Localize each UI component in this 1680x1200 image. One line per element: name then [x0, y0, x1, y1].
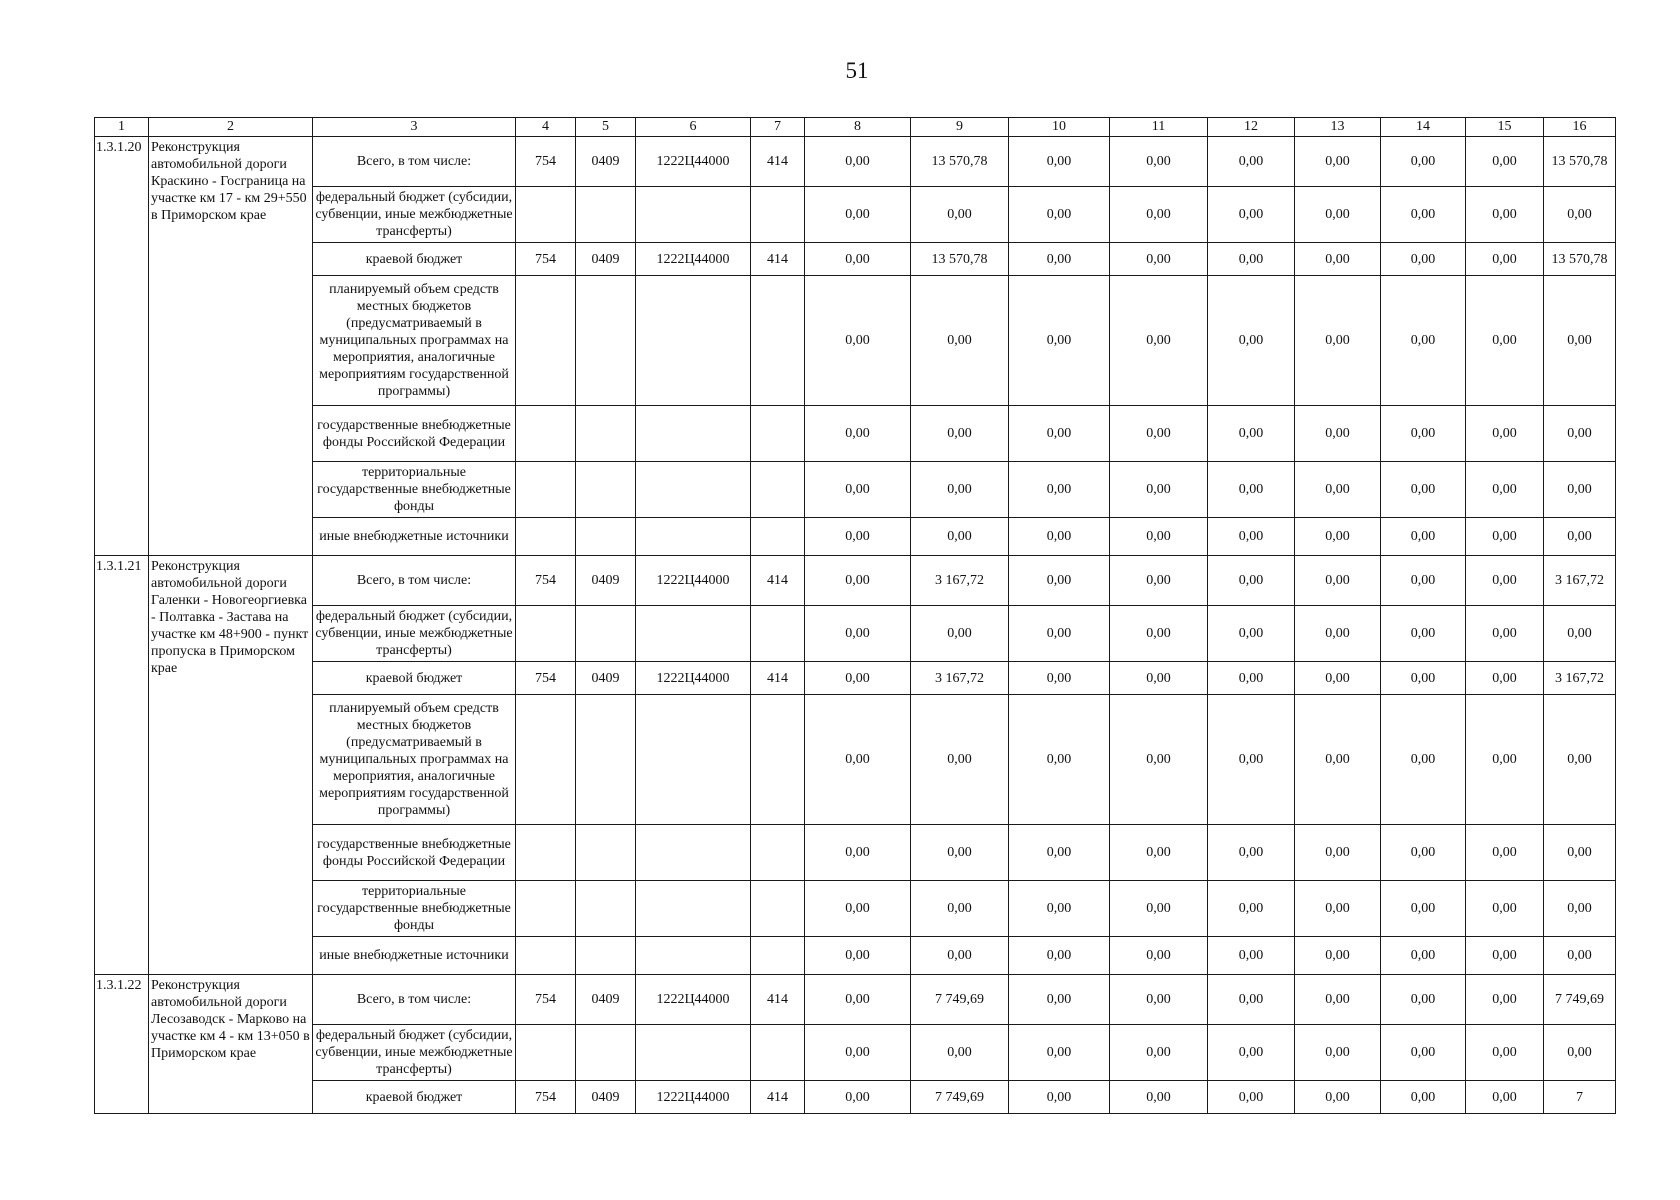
expense-type-code	[751, 937, 805, 975]
amount-cell: 0,00	[1466, 187, 1544, 243]
funding-source: территориальные государственные внебюджетные фонды	[313, 881, 516, 937]
table-row	[95, 606, 1616, 662]
amount-cell: 0,00	[805, 662, 911, 695]
column-header: 4	[516, 118, 576, 137]
column-header: 7	[751, 118, 805, 137]
amount-cell: 0,00	[805, 825, 911, 881]
funding-source: федеральный бюджет (субсидии, субвенции, иные межбюджетные трансферты)	[313, 1025, 516, 1081]
grbs-code: 754	[516, 975, 576, 1025]
target-article-code: 1222Ц44000	[636, 662, 751, 695]
section-code	[576, 276, 636, 406]
amount-cell: 7 749,69	[1544, 975, 1616, 1025]
table-row	[95, 462, 1616, 518]
target-article-code	[636, 276, 751, 406]
target-article-code: 1222Ц44000	[636, 975, 751, 1025]
amount-cell: 0,00	[1208, 137, 1295, 187]
column-header: 2	[149, 118, 313, 137]
section-code: 0409	[576, 662, 636, 695]
amount-cell: 0,00	[1009, 406, 1110, 462]
amount-cell: 0,00	[1208, 406, 1295, 462]
amount-cell: 0,00	[1466, 881, 1544, 937]
amount-cell: 7 749,69	[911, 1081, 1009, 1114]
amount-cell: 0,00	[1544, 1025, 1616, 1081]
amount-cell: 0,00	[1295, 695, 1381, 825]
amount-cell: 0,00	[1208, 1025, 1295, 1081]
amount-cell: 0,00	[1009, 462, 1110, 518]
amount-cell: 0,00	[911, 937, 1009, 975]
amount-cell: 0,00	[1466, 662, 1544, 695]
column-header: 16	[1544, 118, 1616, 137]
amount-cell: 0,00	[1295, 518, 1381, 556]
amount-cell: 0,00	[1466, 462, 1544, 518]
amount-cell: 0,00	[1009, 1025, 1110, 1081]
target-article-code	[636, 695, 751, 825]
amount-cell: 0,00	[1381, 187, 1466, 243]
amount-cell: 0,00	[911, 406, 1009, 462]
table-row	[95, 137, 1616, 187]
column-header: 14	[1381, 118, 1466, 137]
grbs-code: 754	[516, 556, 576, 606]
funding-source: краевой бюджет	[313, 1081, 516, 1114]
amount-cell: 0,00	[1009, 276, 1110, 406]
amount-cell: 0,00	[911, 606, 1009, 662]
funding-source: федеральный бюджет (субсидии, субвенции, иные межбюджетные трансферты)	[313, 606, 516, 662]
amount-cell: 0,00	[1544, 462, 1616, 518]
amount-cell: 0,00	[805, 881, 911, 937]
table-row	[95, 1081, 1616, 1114]
column-header: 12	[1208, 118, 1295, 137]
expense-type-code: 414	[751, 137, 805, 187]
amount-cell: 0,00	[911, 881, 1009, 937]
table-row	[95, 881, 1616, 937]
amount-cell: 3 167,72	[1544, 662, 1616, 695]
amount-cell: 0,00	[1466, 137, 1544, 187]
amount-cell: 0,00	[805, 276, 911, 406]
amount-cell: 0,00	[1208, 825, 1295, 881]
amount-cell: 0,00	[911, 187, 1009, 243]
amount-cell: 0,00	[1110, 556, 1208, 606]
amount-cell: 0,00	[805, 243, 911, 276]
expense-type-code	[751, 462, 805, 518]
amount-cell: 0,00	[1381, 243, 1466, 276]
amount-cell: 0,00	[1295, 187, 1381, 243]
amount-cell: 0,00	[805, 406, 911, 462]
amount-cell: 0,00	[1295, 137, 1381, 187]
amount-cell: 0,00	[911, 825, 1009, 881]
section-code: 0409	[576, 556, 636, 606]
amount-cell: 0,00	[1295, 406, 1381, 462]
funding-source: иные внебюджетные источники	[313, 518, 516, 556]
amount-cell: 0,00	[1381, 462, 1466, 518]
amount-cell: 3 167,72	[911, 556, 1009, 606]
amount-cell: 0,00	[1009, 662, 1110, 695]
amount-cell: 0,00	[1295, 606, 1381, 662]
amount-cell: 0,00	[1544, 606, 1616, 662]
table-row	[95, 662, 1616, 695]
section-code	[576, 825, 636, 881]
amount-cell: 0,00	[1208, 975, 1295, 1025]
grbs-code: 754	[516, 243, 576, 276]
table-row	[95, 825, 1616, 881]
section-code: 0409	[576, 243, 636, 276]
amount-cell: 0,00	[1208, 556, 1295, 606]
expense-type-code	[751, 518, 805, 556]
funding-source: государственные внебюджетные фонды Российской Федерации	[313, 406, 516, 462]
amount-cell: 0,00	[911, 1025, 1009, 1081]
table-row	[95, 518, 1616, 556]
section-code: 0409	[576, 975, 636, 1025]
amount-cell: 0,00	[1009, 606, 1110, 662]
amount-cell: 0,00	[1466, 1081, 1544, 1114]
funding-source: планируемый объем средств местных бюджетов (предусматриваемый в муниципальных программах на мероприятия, аналогичные мероприятиям государственной программы)	[313, 276, 516, 406]
target-article-code	[636, 406, 751, 462]
amount-cell: 0,00	[1381, 556, 1466, 606]
amount-cell: 0,00	[1466, 243, 1544, 276]
expense-type-code	[751, 406, 805, 462]
amount-cell: 0,00	[1295, 825, 1381, 881]
expense-type-code: 414	[751, 1081, 805, 1114]
funding-source: федеральный бюджет (субсидии, субвенции, иные межбюджетные трансферты)	[313, 187, 516, 243]
column-header: 6	[636, 118, 751, 137]
grbs-code	[516, 695, 576, 825]
amount-cell: 0,00	[1544, 881, 1616, 937]
amount-cell: 0,00	[1544, 695, 1616, 825]
amount-cell: 0,00	[1110, 518, 1208, 556]
table-row	[95, 937, 1616, 975]
amount-cell: 3 167,72	[1544, 556, 1616, 606]
section-code	[576, 462, 636, 518]
amount-cell: 0,00	[1466, 1025, 1544, 1081]
amount-cell: 7	[1544, 1081, 1616, 1114]
amount-cell: 0,00	[1110, 1025, 1208, 1081]
target-article-code	[636, 881, 751, 937]
amount-cell: 0,00	[1381, 406, 1466, 462]
amount-cell: 0,00	[805, 187, 911, 243]
amount-cell: 0,00	[1009, 556, 1110, 606]
amount-cell: 0,00	[1381, 1081, 1466, 1114]
amount-cell: 0,00	[1208, 881, 1295, 937]
table-row	[95, 243, 1616, 276]
column-header: 8	[805, 118, 911, 137]
amount-cell: 0,00	[1110, 276, 1208, 406]
funding-source: Всего, в том числе:	[313, 137, 516, 187]
amount-cell: 0,00	[1110, 243, 1208, 276]
funding-source: территориальные государственные внебюджетные фонды	[313, 462, 516, 518]
amount-cell: 0,00	[1208, 1081, 1295, 1114]
target-article-code	[636, 1025, 751, 1081]
amount-cell: 0,00	[1009, 975, 1110, 1025]
column-header: 10	[1009, 118, 1110, 137]
expense-type-code	[751, 695, 805, 825]
amount-cell: 0,00	[1208, 187, 1295, 243]
target-article-code	[636, 825, 751, 881]
item-number: 1.3.1.21	[95, 556, 149, 975]
amount-cell: 0,00	[1110, 406, 1208, 462]
amount-cell: 0,00	[1381, 937, 1466, 975]
amount-cell: 0,00	[1208, 695, 1295, 825]
amount-cell: 13 570,78	[1544, 243, 1616, 276]
amount-cell: 0,00	[1208, 662, 1295, 695]
grbs-code	[516, 825, 576, 881]
amount-cell: 0,00	[1009, 825, 1110, 881]
item-name: Реконструкция автомобильной дороги Лесозаводск - Марково на участке км 4 - км 13+050 в Приморском крае	[149, 975, 313, 1114]
amount-cell: 0,00	[1295, 881, 1381, 937]
expense-type-code	[751, 1025, 805, 1081]
amount-cell: 0,00	[805, 518, 911, 556]
section-code	[576, 406, 636, 462]
expense-type-code: 414	[751, 662, 805, 695]
amount-cell: 0,00	[805, 556, 911, 606]
funding-source: краевой бюджет	[313, 662, 516, 695]
expense-type-code: 414	[751, 975, 805, 1025]
budget-table	[94, 117, 1616, 1114]
amount-cell: 0,00	[1009, 937, 1110, 975]
item-name: Реконструкция автомобильной дороги Краскино - Госграница на участке км 17 - км 29+550 в Приморском крае	[149, 137, 313, 556]
amount-cell: 0,00	[1110, 606, 1208, 662]
amount-cell: 0,00	[1110, 695, 1208, 825]
amount-cell: 0,00	[1466, 825, 1544, 881]
column-header: 3	[313, 118, 516, 137]
amount-cell: 13 570,78	[911, 137, 1009, 187]
target-article-code: 1222Ц44000	[636, 556, 751, 606]
amount-cell: 0,00	[805, 462, 911, 518]
funding-source: государственные внебюджетные фонды Российской Федерации	[313, 825, 516, 881]
column-header-row	[95, 118, 1616, 137]
amount-cell: 0,00	[1009, 243, 1110, 276]
amount-cell: 0,00	[805, 137, 911, 187]
expense-type-code	[751, 187, 805, 243]
amount-cell: 0,00	[1208, 276, 1295, 406]
funding-source: Всего, в том числе:	[313, 975, 516, 1025]
amount-cell: 13 570,78	[911, 243, 1009, 276]
grbs-code	[516, 881, 576, 937]
table-row	[95, 187, 1616, 243]
amount-cell: 0,00	[1381, 518, 1466, 556]
amount-cell: 0,00	[911, 276, 1009, 406]
amount-cell: 0,00	[1295, 462, 1381, 518]
amount-cell: 0,00	[1466, 518, 1544, 556]
expense-type-code	[751, 881, 805, 937]
column-header: 9	[911, 118, 1009, 137]
target-article-code	[636, 606, 751, 662]
amount-cell: 0,00	[1009, 187, 1110, 243]
target-article-code	[636, 518, 751, 556]
amount-cell: 0,00	[1381, 662, 1466, 695]
funding-source: Всего, в том числе:	[313, 556, 516, 606]
amount-cell: 0,00	[1466, 406, 1544, 462]
amount-cell: 0,00	[1208, 937, 1295, 975]
item-number: 1.3.1.20	[95, 137, 149, 556]
target-article-code: 1222Ц44000	[636, 243, 751, 276]
amount-cell: 0,00	[1381, 276, 1466, 406]
grbs-code	[516, 462, 576, 518]
amount-cell: 0,00	[1208, 606, 1295, 662]
amount-cell: 0,00	[1544, 518, 1616, 556]
amount-cell: 0,00	[1110, 137, 1208, 187]
section-code	[576, 881, 636, 937]
amount-cell: 0,00	[1381, 137, 1466, 187]
amount-cell: 13 570,78	[1544, 137, 1616, 187]
expense-type-code	[751, 606, 805, 662]
table-row	[95, 1025, 1616, 1081]
column-header: 5	[576, 118, 636, 137]
amount-cell: 0,00	[911, 518, 1009, 556]
expense-type-code	[751, 825, 805, 881]
amount-cell: 0,00	[1110, 975, 1208, 1025]
amount-cell: 0,00	[1110, 881, 1208, 937]
grbs-code: 754	[516, 137, 576, 187]
amount-cell: 0,00	[1381, 1025, 1466, 1081]
grbs-code	[516, 406, 576, 462]
amount-cell: 0,00	[1544, 276, 1616, 406]
section-code: 0409	[576, 137, 636, 187]
amount-cell: 0,00	[805, 606, 911, 662]
amount-cell: 0,00	[1009, 137, 1110, 187]
target-article-code	[636, 462, 751, 518]
section-code	[576, 187, 636, 243]
amount-cell: 0,00	[1295, 975, 1381, 1025]
amount-cell: 0,00	[1381, 606, 1466, 662]
amount-cell: 7 749,69	[911, 975, 1009, 1025]
amount-cell: 0,00	[805, 695, 911, 825]
target-article-code	[636, 937, 751, 975]
amount-cell: 0,00	[1466, 937, 1544, 975]
amount-cell: 0,00	[911, 695, 1009, 825]
amount-cell: 0,00	[805, 1025, 911, 1081]
section-code	[576, 606, 636, 662]
grbs-code	[516, 518, 576, 556]
amount-cell: 0,00	[1544, 825, 1616, 881]
amount-cell: 0,00	[1110, 462, 1208, 518]
amount-cell: 0,00	[1295, 1081, 1381, 1114]
amount-cell: 0,00	[1009, 695, 1110, 825]
amount-cell: 0,00	[805, 975, 911, 1025]
section-code	[576, 937, 636, 975]
section-code	[576, 695, 636, 825]
amount-cell: 0,00	[1110, 1081, 1208, 1114]
target-article-code: 1222Ц44000	[636, 137, 751, 187]
amount-cell: 0,00	[1009, 1081, 1110, 1114]
column-header: 11	[1110, 118, 1208, 137]
amount-cell: 0,00	[805, 1081, 911, 1114]
table-row	[95, 276, 1616, 406]
amount-cell: 0,00	[805, 937, 911, 975]
grbs-code	[516, 187, 576, 243]
target-article-code: 1222Ц44000	[636, 1081, 751, 1114]
page-number: 51	[845, 58, 869, 83]
expense-type-code	[751, 276, 805, 406]
funding-source: краевой бюджет	[313, 243, 516, 276]
section-code: 0409	[576, 1081, 636, 1114]
grbs-code	[516, 276, 576, 406]
amount-cell: 0,00	[911, 462, 1009, 518]
amount-cell: 0,00	[1466, 606, 1544, 662]
amount-cell: 0,00	[1381, 975, 1466, 1025]
amount-cell: 0,00	[1295, 937, 1381, 975]
grbs-code	[516, 937, 576, 975]
table-row	[95, 695, 1616, 825]
amount-cell: 0,00	[1295, 556, 1381, 606]
amount-cell: 0,00	[1009, 881, 1110, 937]
grbs-code	[516, 1025, 576, 1081]
amount-cell: 0,00	[1295, 662, 1381, 695]
amount-cell: 0,00	[1466, 695, 1544, 825]
amount-cell: 0,00	[1466, 556, 1544, 606]
table-row	[95, 975, 1616, 1025]
item-name: Реконструкция автомобильной дороги Галенки - Новогеоргиевка - Полтавка - Застава на участке км 48+900 - пункт пропуска в Приморском крае	[149, 556, 313, 975]
funding-source: иные внебюджетные источники	[313, 937, 516, 975]
expense-type-code: 414	[751, 556, 805, 606]
amount-cell: 0,00	[1110, 187, 1208, 243]
amount-cell: 0,00	[1009, 518, 1110, 556]
expense-type-code: 414	[751, 243, 805, 276]
amount-cell: 0,00	[1381, 825, 1466, 881]
amount-cell: 0,00	[1208, 462, 1295, 518]
amount-cell: 0,00	[1110, 937, 1208, 975]
amount-cell: 0,00	[1381, 881, 1466, 937]
amount-cell: 0,00	[1544, 187, 1616, 243]
table-row	[95, 556, 1616, 606]
amount-cell: 0,00	[1208, 518, 1295, 556]
amount-cell: 0,00	[1110, 825, 1208, 881]
item-number: 1.3.1.22	[95, 975, 149, 1114]
amount-cell: 0,00	[1466, 975, 1544, 1025]
amount-cell: 0,00	[1208, 243, 1295, 276]
amount-cell: 0,00	[1381, 695, 1466, 825]
section-code	[576, 518, 636, 556]
amount-cell: 0,00	[1544, 406, 1616, 462]
amount-cell: 0,00	[1466, 276, 1544, 406]
table-body	[95, 118, 1616, 1114]
funding-source: планируемый объем средств местных бюджетов (предусматриваемый в муниципальных программах на мероприятия, аналогичные мероприятиям государственной программы)	[313, 695, 516, 825]
section-code	[576, 1025, 636, 1081]
column-header: 13	[1295, 118, 1381, 137]
grbs-code: 754	[516, 662, 576, 695]
grbs-code	[516, 606, 576, 662]
amount-cell: 0,00	[1110, 662, 1208, 695]
amount-cell: 0,00	[1295, 276, 1381, 406]
amount-cell: 0,00	[1295, 1025, 1381, 1081]
column-header: 1	[95, 118, 149, 137]
column-header: 15	[1466, 118, 1544, 137]
grbs-code: 754	[516, 1081, 576, 1114]
target-article-code	[636, 187, 751, 243]
amount-cell: 0,00	[1295, 243, 1381, 276]
amount-cell: 3 167,72	[911, 662, 1009, 695]
amount-cell: 0,00	[1544, 937, 1616, 975]
table-row	[95, 406, 1616, 462]
